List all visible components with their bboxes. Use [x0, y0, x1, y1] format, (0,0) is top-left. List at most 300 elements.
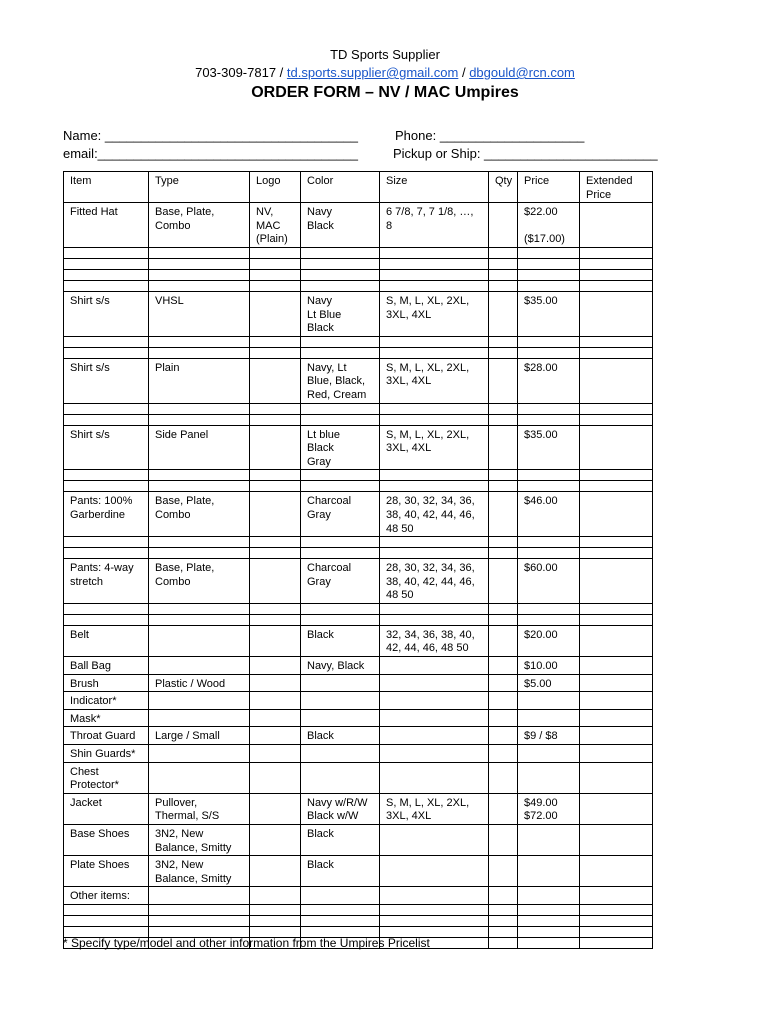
logo-cell: NV, MAC (Plain) [250, 203, 301, 248]
extended-price-cell[interactable] [580, 674, 653, 692]
type-cell[interactable] [149, 904, 250, 915]
item-cell[interactable] [64, 269, 149, 280]
blank-row [64, 336, 653, 347]
extended-price-cell[interactable] [580, 336, 653, 347]
type-cell[interactable] [149, 481, 250, 492]
logo-cell [250, 625, 301, 656]
item-cell: Shirt s/s [64, 291, 149, 336]
size-cell: S, M, L, XL, 2XL, 3XL, 4XL [380, 793, 489, 824]
extended-price-cell[interactable] [580, 470, 653, 481]
extended-price-cell[interactable] [580, 937, 653, 948]
blank-row [64, 548, 653, 559]
table-row [64, 559, 653, 604]
price-cell[interactable] [518, 347, 580, 358]
qty-cell[interactable] [489, 674, 518, 692]
color-cell[interactable] [301, 481, 380, 492]
blank-row [64, 481, 653, 492]
extended-price-cell[interactable] [580, 904, 653, 915]
color-cell: Lt blue Black Gray [301, 425, 380, 470]
extended-price-cell[interactable] [580, 856, 653, 887]
type-cell[interactable] [149, 269, 250, 280]
item-cell: Chest Protector* [64, 762, 149, 793]
type-cell[interactable] [149, 336, 250, 347]
type-cell: 3N2, New Balance, Smitty [149, 825, 250, 856]
type-cell[interactable] [149, 280, 250, 291]
qty-cell[interactable] [489, 481, 518, 492]
price-cell[interactable] [518, 937, 580, 948]
item-cell[interactable] [64, 915, 149, 926]
price-cell: $35.00 [518, 291, 580, 336]
type-cell[interactable] [149, 537, 250, 548]
price-cell [518, 825, 580, 856]
extended-price-cell[interactable] [580, 793, 653, 824]
type-cell [149, 692, 250, 710]
qty-cell[interactable] [489, 887, 518, 905]
color-cell [301, 887, 380, 905]
qty-cell[interactable] [489, 336, 518, 347]
qty-cell[interactable] [489, 709, 518, 727]
type-cell[interactable] [149, 614, 250, 625]
price-cell[interactable] [518, 269, 580, 280]
price-cell[interactable] [518, 336, 580, 347]
table-row [64, 203, 653, 248]
size-cell [380, 887, 489, 905]
price-cell [518, 762, 580, 793]
price-cell[interactable] [518, 481, 580, 492]
contact-line [0, 65, 770, 80]
price-cell [518, 692, 580, 710]
size-cell: S, M, L, XL, 2XL, 3XL, 4XL [380, 358, 489, 403]
color-cell: Navy, Lt Blue, Black, Red, Cream [301, 358, 380, 403]
form-title: ORDER FORM – NV / MAC Umpires [251, 84, 519, 101]
color-cell[interactable] [301, 247, 380, 258]
color-cell[interactable] [301, 280, 380, 291]
size-cell[interactable] [380, 537, 489, 548]
item-cell: Jacket [64, 793, 149, 824]
size-cell[interactable] [380, 403, 489, 414]
extended-price-cell[interactable] [580, 258, 653, 269]
table-row [64, 709, 653, 727]
size-cell[interactable] [380, 904, 489, 915]
item-cell[interactable] [64, 548, 149, 559]
type-cell[interactable] [149, 603, 250, 614]
price-cell [518, 709, 580, 727]
price-cell[interactable] [518, 603, 580, 614]
blank-row [64, 537, 653, 548]
logo-cell [250, 762, 301, 793]
blank-row [64, 904, 653, 915]
type-cell[interactable] [149, 403, 250, 414]
size-cell: S, M, L, XL, 2XL, 3XL, 4XL [380, 425, 489, 470]
price-cell [518, 745, 580, 763]
extended-price-cell[interactable] [580, 403, 653, 414]
logo-cell[interactable] [250, 247, 301, 258]
price-cell: $49.00 $72.00 [518, 793, 580, 824]
item-cell[interactable] [64, 481, 149, 492]
table-row [64, 291, 653, 336]
color-cell[interactable] [301, 258, 380, 269]
color-cell[interactable] [301, 614, 380, 625]
price-cell: $28.00 [518, 358, 580, 403]
color-cell[interactable] [301, 548, 380, 559]
logo-cell[interactable] [250, 470, 301, 481]
qty-cell[interactable] [489, 280, 518, 291]
footnote: * Specify type/model and other information from the Umpires Pricelist [63, 936, 430, 950]
email-field[interactable]: email:____________________________________ [63, 146, 358, 161]
size-cell[interactable] [380, 481, 489, 492]
type-cell[interactable] [149, 414, 250, 425]
qty-cell[interactable] [489, 904, 518, 915]
order-table [63, 171, 653, 949]
extended-price-cell[interactable] [580, 825, 653, 856]
extended-price-cell[interactable] [580, 481, 653, 492]
logo-cell [250, 745, 301, 763]
color-cell[interactable] [301, 414, 380, 425]
logo-cell [250, 291, 301, 336]
price-cell[interactable] [518, 247, 580, 258]
qty-cell[interactable] [489, 603, 518, 614]
item-cell: Shin Guards* [64, 745, 149, 763]
item-cell[interactable] [64, 470, 149, 481]
qty-cell[interactable] [489, 559, 518, 604]
qty-cell[interactable] [489, 926, 518, 937]
qty-cell[interactable] [489, 537, 518, 548]
size-cell[interactable] [380, 548, 489, 559]
color-cell[interactable] [301, 915, 380, 926]
type-cell: Plain [149, 358, 250, 403]
blank-row [64, 258, 653, 269]
logo-cell [250, 856, 301, 887]
type-cell [149, 625, 250, 656]
color-cell[interactable] [301, 904, 380, 915]
size-cell[interactable] [380, 414, 489, 425]
logo-cell[interactable] [250, 904, 301, 915]
table-row [64, 825, 653, 856]
extended-price-cell[interactable] [580, 358, 653, 403]
separator: / [276, 65, 287, 80]
type-cell: 3N2, New Balance, Smitty [149, 856, 250, 887]
item-cell[interactable] [64, 403, 149, 414]
price-cell [518, 856, 580, 887]
email-link-dbgould[interactable]: dbgould@rcn.com [469, 65, 575, 80]
size-cell [380, 825, 489, 856]
color-cell [301, 762, 380, 793]
extended-price-cell[interactable] [580, 291, 653, 336]
blank-row [64, 347, 653, 358]
extended-price-cell[interactable] [580, 727, 653, 745]
item-cell: Pants: 4-way stretch [64, 559, 149, 604]
color-cell: Navy Black [301, 203, 380, 248]
table-row [64, 856, 653, 887]
logo-cell [250, 425, 301, 470]
price-cell[interactable] [518, 258, 580, 269]
column-header: Type [149, 172, 250, 203]
price-cell[interactable] [518, 915, 580, 926]
color-cell [301, 745, 380, 763]
item-cell: Belt [64, 625, 149, 656]
qty-cell[interactable] [489, 915, 518, 926]
qty-cell[interactable] [489, 403, 518, 414]
size-cell [380, 745, 489, 763]
size-cell[interactable] [380, 347, 489, 358]
size-cell [380, 709, 489, 727]
price-cell[interactable] [518, 614, 580, 625]
item-cell[interactable] [64, 537, 149, 548]
qty-cell[interactable] [489, 657, 518, 675]
table-row [64, 674, 653, 692]
color-cell[interactable] [301, 403, 380, 414]
type-cell[interactable] [149, 247, 250, 258]
color-cell: Charcoal Gray [301, 559, 380, 604]
extended-price-cell[interactable] [580, 247, 653, 258]
price-cell: $35.00 [518, 425, 580, 470]
logo-cell[interactable] [250, 481, 301, 492]
color-cell[interactable] [301, 470, 380, 481]
logo-cell[interactable] [250, 537, 301, 548]
table-row [64, 887, 653, 905]
item-cell: Pants: 100% Garberdine [64, 492, 149, 537]
logo-cell[interactable] [250, 548, 301, 559]
blank-row [64, 470, 653, 481]
item-cell[interactable] [64, 614, 149, 625]
qty-cell[interactable] [489, 745, 518, 763]
item-cell[interactable] [64, 603, 149, 614]
color-cell: Black [301, 856, 380, 887]
price-cell: $20.00 [518, 625, 580, 656]
logo-cell[interactable] [250, 280, 301, 291]
qty-cell[interactable] [489, 548, 518, 559]
qty-cell[interactable] [489, 358, 518, 403]
column-header: Item [64, 172, 149, 203]
table-row [64, 745, 653, 763]
logo-cell[interactable] [250, 258, 301, 269]
color-cell: Navy w/R/W Black w/W [301, 793, 380, 824]
price-cell: $22.00 ($17.00) [518, 203, 580, 248]
type-cell: Side Panel [149, 425, 250, 470]
type-cell: Base, Plate, Combo [149, 492, 250, 537]
logo-cell[interactable] [250, 336, 301, 347]
logo-cell[interactable] [250, 403, 301, 414]
item-cell: Shirt s/s [64, 425, 149, 470]
item-cell: Other items: [64, 887, 149, 905]
size-cell[interactable] [380, 269, 489, 280]
size-cell [380, 674, 489, 692]
qty-cell[interactable] [489, 425, 518, 470]
type-cell [149, 709, 250, 727]
extended-price-cell[interactable] [580, 280, 653, 291]
qty-cell[interactable] [489, 258, 518, 269]
size-cell: 28, 30, 32, 34, 36, 38, 40, 42, 44, 46, 48 50 [380, 492, 489, 537]
qty-cell[interactable] [489, 614, 518, 625]
size-cell[interactable] [380, 915, 489, 926]
qty-cell[interactable] [489, 470, 518, 481]
size-cell[interactable] [380, 280, 489, 291]
extended-price-cell[interactable] [580, 269, 653, 280]
item-cell: Mask* [64, 709, 149, 727]
extended-price-cell[interactable] [580, 657, 653, 675]
company-name: TD Sports Supplier [330, 47, 440, 62]
extended-price-cell[interactable] [580, 625, 653, 656]
color-cell[interactable] [301, 269, 380, 280]
blank-row [64, 403, 653, 414]
qty-cell[interactable] [489, 203, 518, 248]
qty-cell[interactable] [489, 247, 518, 258]
type-cell[interactable] [149, 915, 250, 926]
table-row [64, 762, 653, 793]
extended-price-cell[interactable] [580, 203, 653, 248]
color-cell: Black [301, 825, 380, 856]
extended-price-cell[interactable] [580, 745, 653, 763]
type-cell[interactable] [149, 347, 250, 358]
price-cell[interactable] [518, 904, 580, 915]
logo-cell [250, 825, 301, 856]
qty-cell[interactable] [489, 856, 518, 887]
size-cell[interactable] [380, 247, 489, 258]
item-cell[interactable] [64, 280, 149, 291]
item-cell[interactable] [64, 347, 149, 358]
table-row [64, 625, 653, 656]
logo-cell[interactable] [250, 269, 301, 280]
extended-price-cell[interactable] [580, 347, 653, 358]
price-cell[interactable] [518, 548, 580, 559]
item-cell[interactable] [64, 258, 149, 269]
column-header: Qty [489, 172, 518, 203]
extended-price-cell[interactable] [580, 614, 653, 625]
qty-cell[interactable] [489, 414, 518, 425]
logo-cell [250, 793, 301, 824]
color-cell[interactable] [301, 336, 380, 347]
color-cell [301, 692, 380, 710]
price-cell[interactable] [518, 414, 580, 425]
size-cell[interactable] [380, 470, 489, 481]
qty-cell[interactable] [489, 825, 518, 856]
extended-price-cell[interactable] [580, 414, 653, 425]
table-row [64, 358, 653, 403]
name-field[interactable]: Name: ___________________________________ [63, 128, 358, 143]
blank-row [64, 614, 653, 625]
size-cell [380, 657, 489, 675]
type-cell [149, 657, 250, 675]
table-row [64, 727, 653, 745]
logo-cell[interactable] [250, 347, 301, 358]
price-cell[interactable] [518, 537, 580, 548]
price-cell[interactable] [518, 926, 580, 937]
item-cell: Brush [64, 674, 149, 692]
logo-cell[interactable] [250, 915, 301, 926]
price-cell[interactable] [518, 403, 580, 414]
qty-cell[interactable] [489, 692, 518, 710]
type-cell [149, 745, 250, 763]
blank-row [64, 269, 653, 280]
item-cell[interactable] [64, 414, 149, 425]
price-cell: $9 / $8 [518, 727, 580, 745]
blank-row [64, 280, 653, 291]
extended-price-cell[interactable] [580, 915, 653, 926]
type-cell [149, 887, 250, 905]
type-cell: Large / Small [149, 727, 250, 745]
type-cell: VHSL [149, 291, 250, 336]
size-cell: 6 7/8, 7, 7 1/8, …, 8 [380, 203, 489, 248]
logo-cell[interactable] [250, 614, 301, 625]
logo-cell [250, 709, 301, 727]
color-cell [301, 709, 380, 727]
qty-cell[interactable] [489, 347, 518, 358]
email-link-td-sports[interactable]: td.sports.supplier@gmail.com [286, 65, 459, 80]
table-row [64, 492, 653, 537]
size-cell[interactable] [380, 336, 489, 347]
extended-price-cell[interactable] [580, 709, 653, 727]
qty-cell[interactable] [489, 492, 518, 537]
type-cell [149, 762, 250, 793]
color-cell[interactable] [301, 537, 380, 548]
price-cell [518, 887, 580, 905]
table-row [64, 657, 653, 675]
color-cell: Navy, Black [301, 657, 380, 675]
type-cell[interactable] [149, 258, 250, 269]
qty-cell[interactable] [489, 269, 518, 280]
pickup-or-ship-field[interactable]: Pickup or Ship: ________________________ [393, 146, 658, 161]
extended-price-cell[interactable] [580, 762, 653, 793]
qty-cell[interactable] [489, 291, 518, 336]
separator: / [458, 65, 470, 80]
color-cell[interactable] [301, 347, 380, 358]
column-header: Price [518, 172, 580, 203]
extended-price-cell[interactable] [580, 548, 653, 559]
extended-price-cell[interactable] [580, 425, 653, 470]
logo-cell [250, 727, 301, 745]
price-cell[interactable] [518, 470, 580, 481]
logo-cell [250, 657, 301, 675]
qty-cell[interactable] [489, 625, 518, 656]
color-cell: Black [301, 727, 380, 745]
table-row [64, 692, 653, 710]
logo-cell[interactable] [250, 603, 301, 614]
item-cell[interactable] [64, 336, 149, 347]
logo-cell [250, 559, 301, 604]
extended-price-cell[interactable] [580, 559, 653, 604]
item-cell: Ball Bag [64, 657, 149, 675]
phone-field[interactable]: Phone: ____________________ [395, 128, 585, 143]
type-cell[interactable] [149, 548, 250, 559]
size-cell[interactable] [380, 258, 489, 269]
price-cell[interactable] [518, 280, 580, 291]
size-cell [380, 762, 489, 793]
size-cell[interactable] [380, 603, 489, 614]
qty-cell[interactable] [489, 937, 518, 948]
color-cell: Black [301, 625, 380, 656]
item-cell: Shirt s/s [64, 358, 149, 403]
type-cell[interactable] [149, 470, 250, 481]
color-cell[interactable] [301, 603, 380, 614]
item-cell[interactable] [64, 247, 149, 258]
extended-price-cell[interactable] [580, 603, 653, 614]
extended-price-cell[interactable] [580, 887, 653, 905]
item-cell[interactable] [64, 904, 149, 915]
type-cell: Base, Plate, Combo [149, 203, 250, 248]
qty-cell[interactable] [489, 793, 518, 824]
extended-price-cell[interactable] [580, 492, 653, 537]
extended-price-cell[interactable] [580, 926, 653, 937]
price-cell: $10.00 [518, 657, 580, 675]
extended-price-cell[interactable] [580, 537, 653, 548]
extended-price-cell[interactable] [580, 692, 653, 710]
qty-cell[interactable] [489, 727, 518, 745]
qty-cell[interactable] [489, 762, 518, 793]
item-cell: Plate Shoes [64, 856, 149, 887]
size-cell[interactable] [380, 614, 489, 625]
type-cell: Base, Plate, Combo [149, 559, 250, 604]
logo-cell[interactable] [250, 414, 301, 425]
